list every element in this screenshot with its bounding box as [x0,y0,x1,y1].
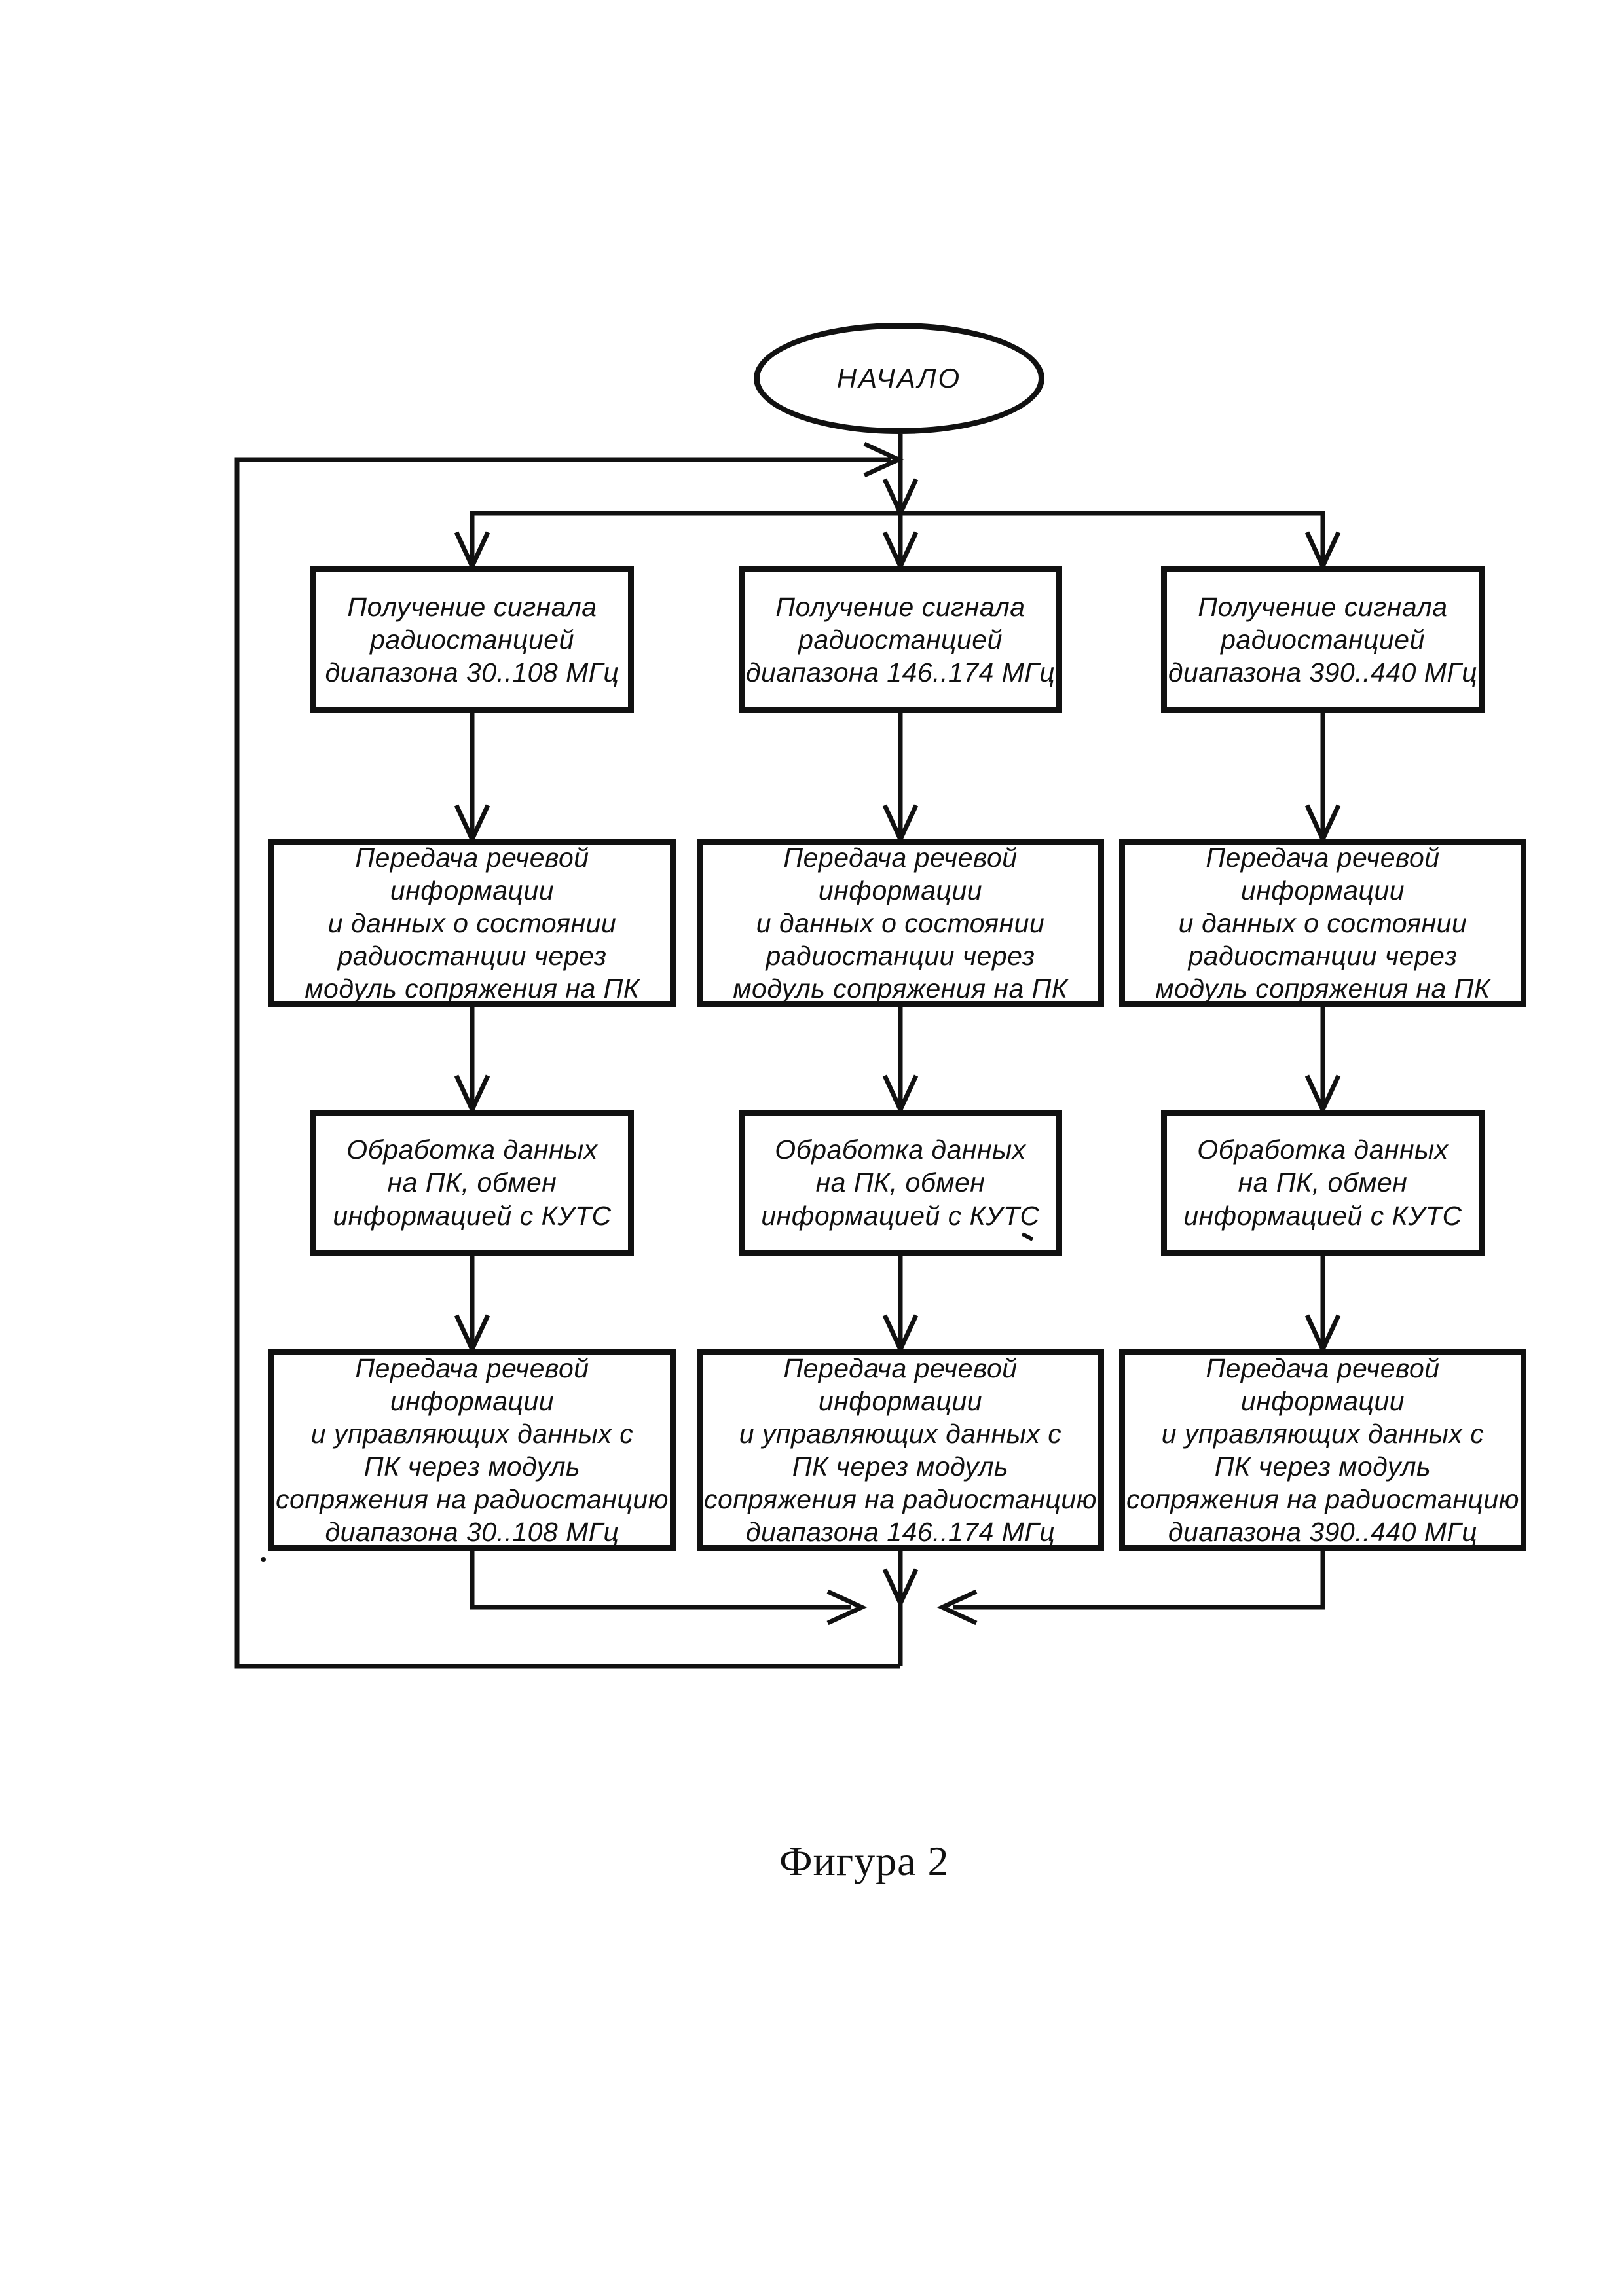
node-process-band2: Обработка данных на ПК, обмен информацией с КУТС [739,1110,1062,1256]
node-transfer-to-radio-band2: Передача речевой информации и управляющих данных с ПК через модуль сопряжения на радиостанцию диапазона 146..174 МГц [697,1349,1104,1551]
node-process-band1: Обработка данных на ПК, обмен информацией с КУТС [310,1110,634,1256]
ink-speck [261,1557,266,1562]
start-to-distribution-arrow [885,434,916,513]
merge-connectors [472,1551,1323,1666]
node-process-band3: Обработка данных на ПК, обмен информацией с КУТС [1161,1110,1485,1256]
node-transfer-to-pc-band3: Передача речевой информации и данных о состоянии радиостанции через модуль сопряжения на ПК [1119,839,1526,1007]
distribution-line [456,513,1338,566]
node-receive-band3: Получение сигнала радиостанцией диапазона 390..440 МГц [1161,566,1485,713]
node-transfer-to-pc-band2: Передача речевой информации и данных о состоянии радиостанции через модуль сопряжения на ПК [697,839,1104,1007]
node-receive-band2: Получение сигнала радиостанцией диапазона 146..174 МГц [739,566,1062,713]
node-transfer-to-radio-band3: Передача речевой информации и управляющих данных с ПК через модуль сопряжения на радиостанцию диапазона 390..440 МГц [1119,1349,1526,1551]
figure-caption: Фигура 2 [779,1838,950,1884]
start-label: НАЧАЛО [836,363,962,393]
node-transfer-to-pc-band1: Передача речевой информации и данных о состоянии радиостанции через модуль сопряжения на ПК [268,839,676,1007]
node-transfer-to-radio-band1: Передача речевой информации и управляющих данных с ПК через модуль сопряжения на радиостанцию диапазона 30..108 МГц [268,1349,676,1551]
node-receive-band1: Получение сигнала радиостанцией диапазона 30..108 МГц [310,566,634,713]
node-start [754,323,1044,434]
